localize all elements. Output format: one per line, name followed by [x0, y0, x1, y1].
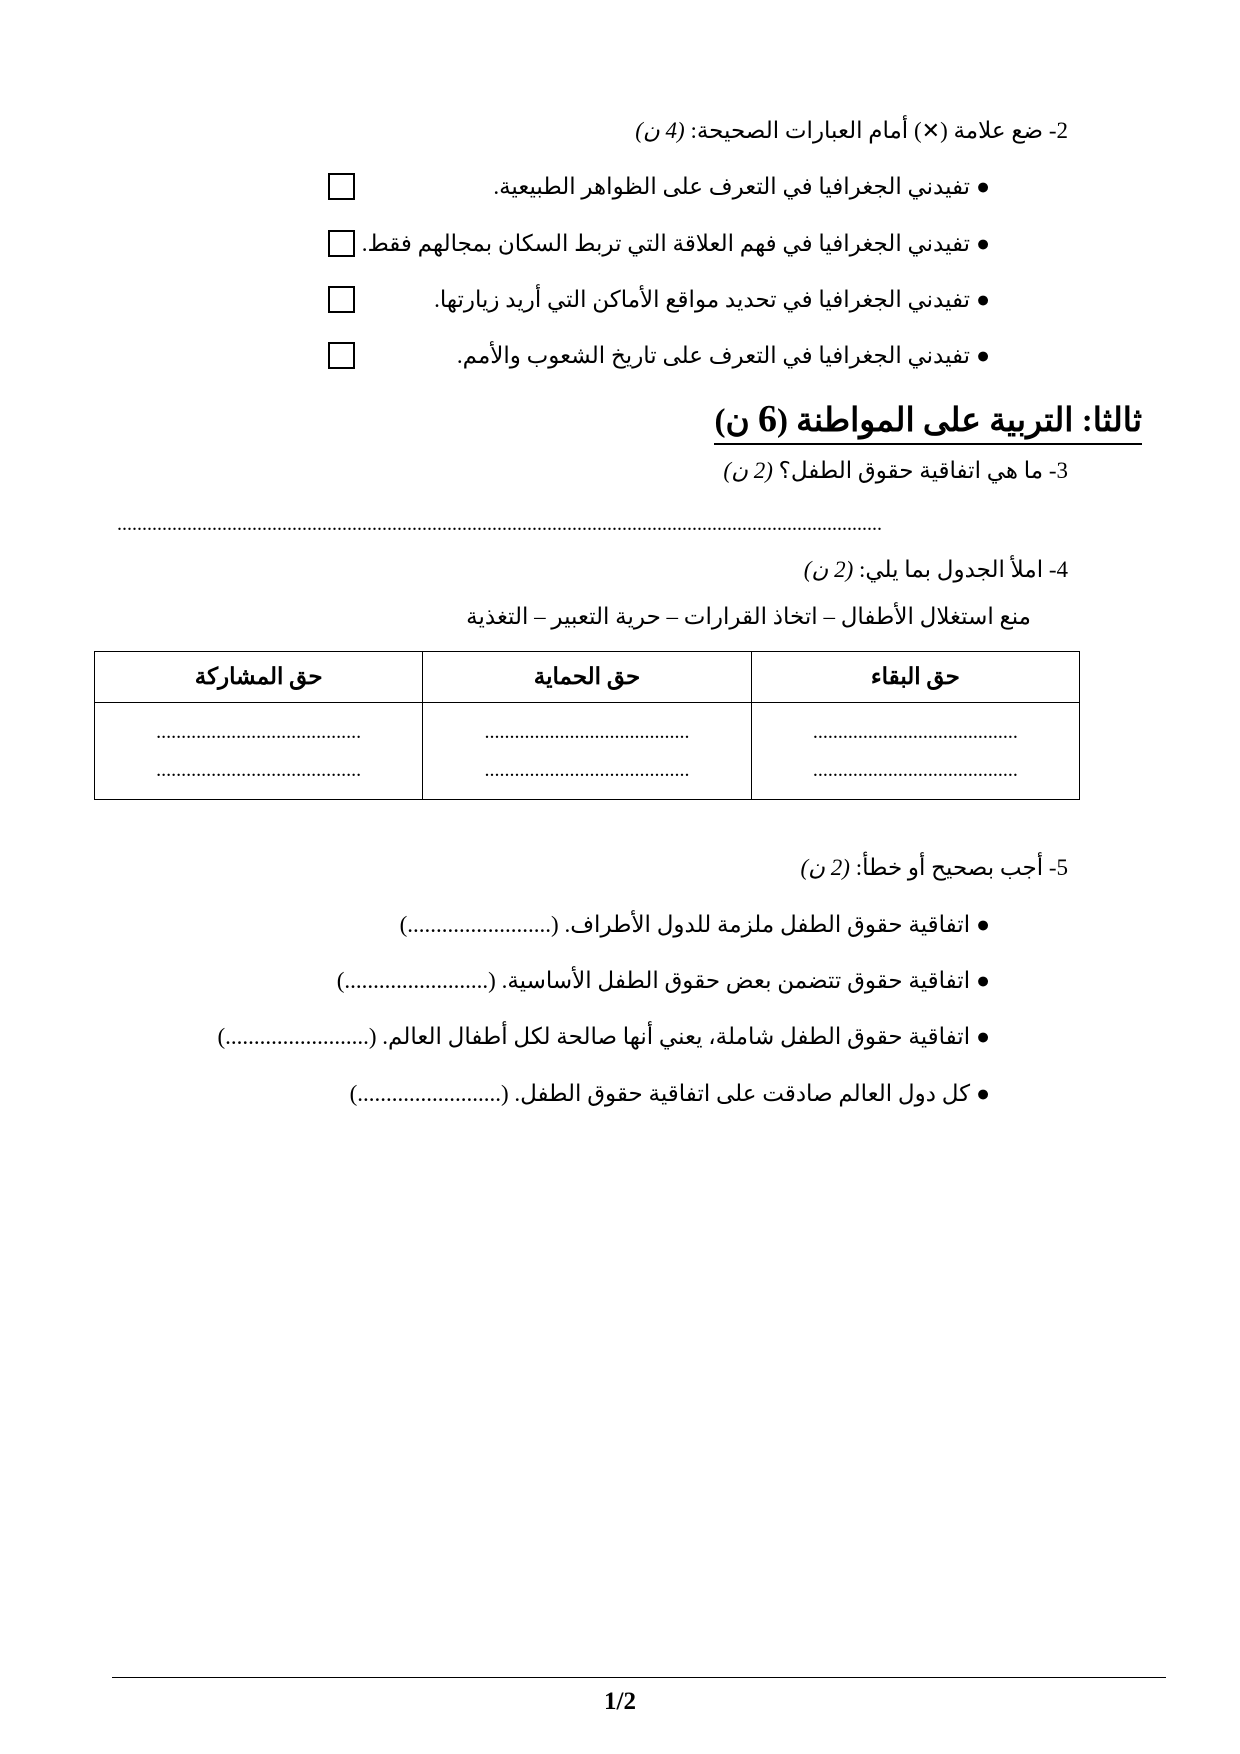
- q3-heading: 3- ما هي اتفاقية حقوق الطفل؟ (2 ن): [723, 458, 1068, 483]
- bullet-icon: ●: [976, 968, 990, 993]
- cell-protection[interactable]: ......................................... .........................................: [423, 703, 751, 800]
- q5-heading: 5- أجب بصحيح أو خطأ: (2 ن): [800, 855, 1068, 880]
- bullet-icon: ●: [976, 231, 990, 256]
- q3-answer-line[interactable]: .........................................................................................................................................................: [117, 514, 882, 534]
- q2-statement-3: ●تفيدني الجغرافيا في تحديد مواقع الأماكن التي أريد زيارتها.: [434, 285, 990, 315]
- x-mark-icon: ✕: [921, 119, 941, 144]
- header-protection: حق الحماية: [423, 652, 751, 703]
- bullet-icon: ●: [976, 174, 990, 199]
- bullet-icon: ●: [976, 1081, 990, 1106]
- section-title: ثالثا: التربية على المواطنة (6 ن): [714, 399, 1142, 445]
- q2-heading: 2- ضع علامة (✕) أمام العبارات الصحيحة: (4 ن): [635, 118, 1068, 144]
- bullet-icon: ●: [976, 1024, 990, 1049]
- q2-statement-4: ●تفيدني الجغرافيا في التعرف على تاريخ الشعوب والأمم.: [457, 341, 990, 371]
- q4-heading: 4- املأ الجدول بما يلي: (2 ن): [803, 557, 1068, 582]
- checkbox-3[interactable]: [328, 286, 355, 313]
- rights-table: [94, 651, 1080, 800]
- q2-mark: (4 ن): [635, 118, 685, 143]
- q5-statement-3: ●اتفاقية حقوق الطفل شاملة، يعني أنها صالحة لكل أطفال العالم. (.........................): [217, 1022, 990, 1052]
- q2-statement-2: ●تفيدني الجغرافيا في فهم العلاقة التي تربط السكان بمجالهم فقط.: [362, 229, 990, 259]
- cell-survival[interactable]: ......................................... .........................................: [751, 703, 1079, 800]
- header-survival: حق البقاء: [751, 652, 1079, 703]
- q2-statement-1: ●تفيدني الجغرافيا في التعرف على الظواهر الطبيعية.: [493, 172, 990, 202]
- bullet-icon: ●: [976, 912, 990, 937]
- checkbox-2[interactable]: [328, 230, 355, 257]
- checkbox-1[interactable]: [328, 173, 355, 200]
- footer-divider: [112, 1677, 1166, 1678]
- cell-participation[interactable]: ......................................... .........................................: [95, 703, 423, 800]
- q4-word-bank: منع استغلال الأطفال – اتخاذ القرارات – حرية التعبير – التغذية: [466, 604, 1031, 629]
- q5-statement-1: ●اتفاقية حقوق الطفل ملزمة للدول الأطراف. (.........................): [400, 910, 990, 940]
- q5-statement-2: ●اتفاقية حقوق تتضمن بعض حقوق الطفل الأساسية. (.........................): [337, 966, 990, 996]
- checkbox-4[interactable]: [328, 342, 355, 369]
- page-number: 1/2: [604, 1688, 636, 1715]
- bullet-icon: ●: [976, 287, 990, 312]
- q5-statement-4: ●كل دول العالم صادقت على اتفاقية حقوق الطفل. (.........................): [350, 1079, 990, 1109]
- bullet-icon: ●: [976, 343, 990, 368]
- header-participation: حق المشاركة: [95, 652, 423, 703]
